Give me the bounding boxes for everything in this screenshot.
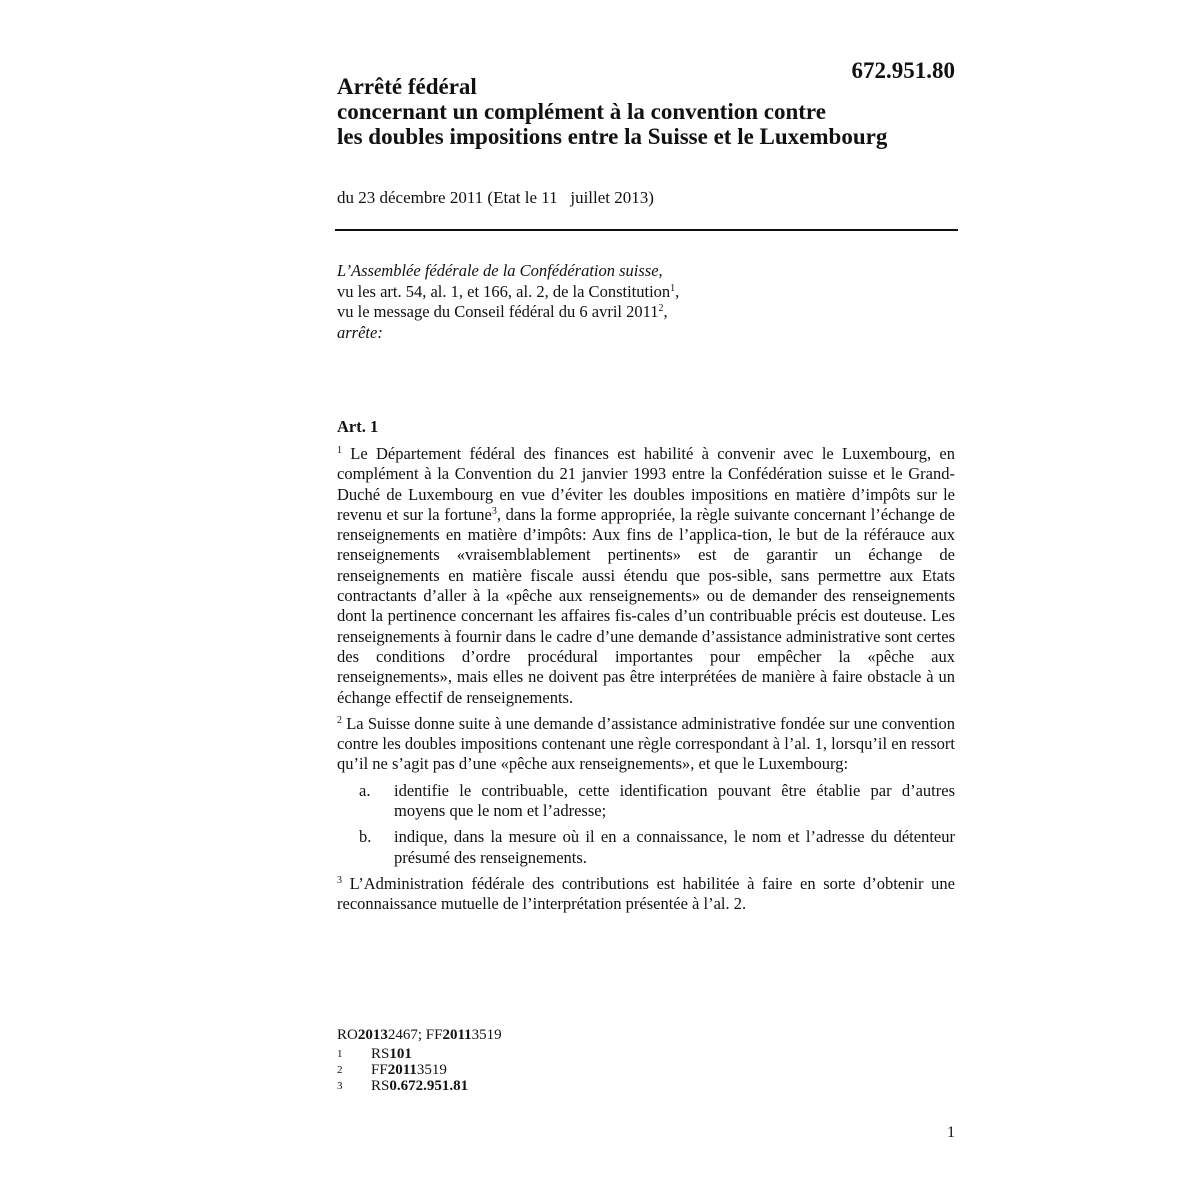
- footnote-number: 1: [337, 1048, 343, 1060]
- list-item: [337, 827, 955, 868]
- paragraph-1: $^1$ Le Département fédéral des finances est habilité à convenir avec le Luxembourg, en complément à la Convention du 21 janvier 1993 entre la Confédération suisse et le Grand-Duché de Luxembourg en vue d’éviter les doubles impositions en matière d’impôts sur le revenu et sur la fortune$^3$, dans la forme appropriée, la règle suivante concernant l’échange de renseignements en matière d’impôts: Aux fins de l’applica-tion, le but de la référauce aux renseignements «vraisemblablement pertinents» est de garantir un échange de renseignements en matière fiscale aussi étendu que pos-sible, sans permettre aux Etats contractants d’aller à la «pêche aux renseignements» ou de demander des renseignements dont la pertinence concernant les affaires fis-cales d’un contribuable précis est douteuse. Les renseignements à fournir dans le cadre d’une demande d’assistance administrative sont certes des conditions d’ordre procédural importantes pour empêcher la «pêche aux renseignements», mais elles ne doivent pas être interprétées de manière à faire obstacle à un échange effectif de renseignements.: [337, 444, 955, 707]
- paragraph-2: $^2$ La Suisse donne suite à une demande d’assistance administrative fondée sur une convention contre les doubles impositions contenant une règle correspondant à l’al. 1, lorsqu’il en ressort qu’il ne s’agit pas d’une «pêche aux renseignements», et que le Luxembourg:: [337, 713, 955, 774]
- sr-number: 672.951.80: [851, 58, 955, 83]
- footnote: 2 FF 2011 3519: [337, 1062, 447, 1078]
- date-line: du 23 décembre 2011 (Etat le 11 juillet 2013): [337, 188, 654, 207]
- preamble: [337, 261, 957, 343]
- article-heading: Art. 1: [337, 417, 379, 436]
- publication-reference: RO 2013 2467; FF 2011 3519: [337, 1027, 502, 1043]
- document-title: [337, 74, 937, 149]
- decision: arrête:: [337, 322, 383, 342]
- issuer: L’Assemblée fédérale de la Confédération suisse,: [337, 261, 663, 280]
- footnote: 3 RS 0.672.951.81: [337, 1078, 469, 1094]
- footnote-ref-2[interactable]: 2: [658, 303, 664, 314]
- list-item: [337, 781, 955, 822]
- footnote: 1 RS 101: [337, 1046, 412, 1062]
- footnote-ref-1[interactable]: 1: [670, 282, 676, 294]
- footnotes: [337, 1027, 502, 1094]
- footnote-number: 2: [337, 1064, 343, 1076]
- title-line-3: les doubles impositions entre la Suisse et le Luxembourg: [337, 124, 888, 149]
- footnote-number: 3: [337, 1080, 343, 1092]
- article-body: [337, 444, 955, 921]
- list-item-label: b.: [359, 827, 372, 847]
- list-item-text: identifie le contribuable, cette identification pouvant être établie par d’autres moyens que le nom et l’adresse;: [394, 780, 955, 821]
- title-line-1: Arrêté fédéral: [337, 74, 477, 99]
- title-line-2: concernant un complément à la convention contre: [337, 99, 826, 124]
- footnote-ref-3[interactable]: 3: [491, 505, 497, 517]
- paragraph-3: $^3$ L’Administration fédérale des contributions est habilitée à faire en sorte d’obtenir une reconnaissance mutuelle de l’interprétation présentée à l’al. 2.: [337, 873, 955, 914]
- list-item-text: indique, dans la mesure où il en a connaissance, le nom et l’adresse du détenteur présumé des renseignements.: [394, 827, 955, 867]
- preamble-line-constitution: vu les art. 54, al. 1, et 166, al. 2, de la Constitution$^1$,: [337, 281, 680, 301]
- page-number: 1: [947, 1124, 955, 1141]
- list-item-label: a.: [359, 780, 371, 800]
- horizontal-rule: [335, 229, 958, 231]
- preamble-line-message: vu le message du Conseil fédéral du 6 avril 2011$^2$,: [337, 302, 668, 321]
